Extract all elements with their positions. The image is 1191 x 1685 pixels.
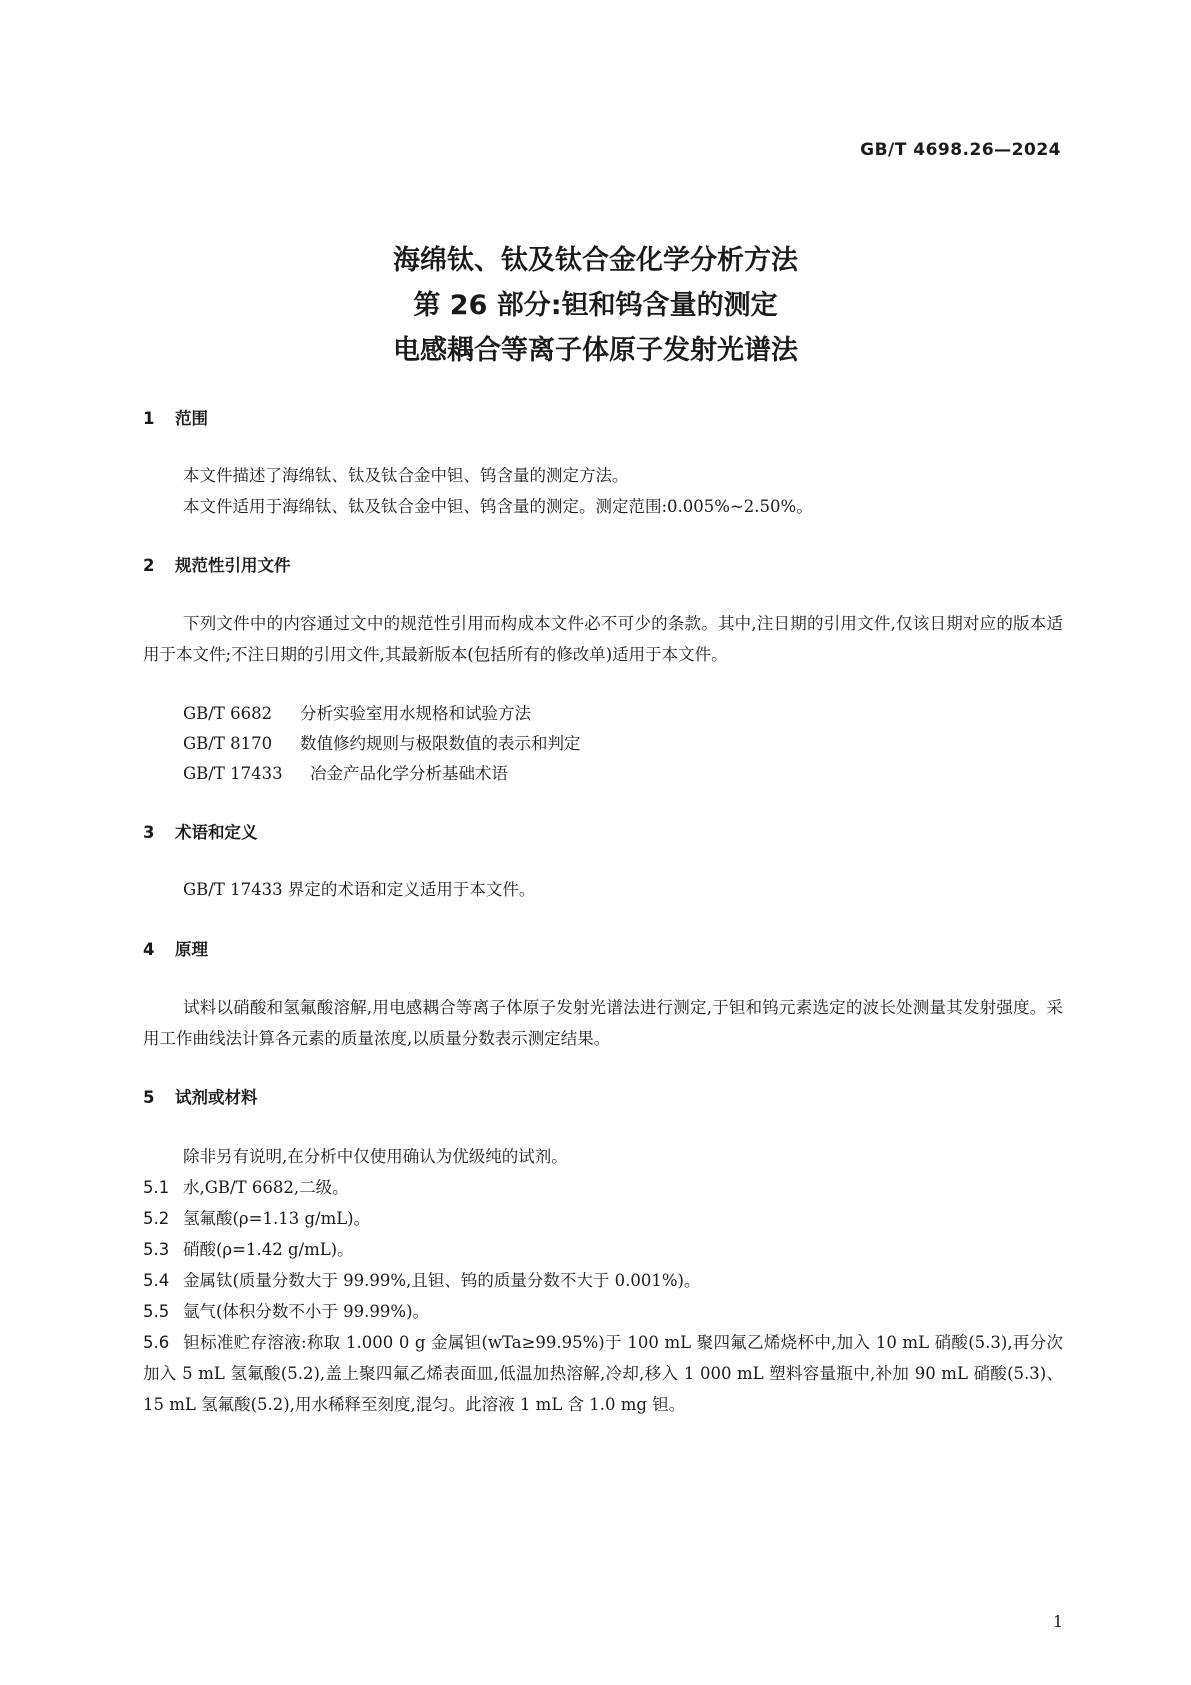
clause-item bbox=[143, 1327, 1063, 1420]
reference-item bbox=[183, 733, 581, 755]
title-line-3: 电感耦合等离子体原子发射光谱法 bbox=[393, 335, 798, 366]
reference-item bbox=[183, 763, 508, 785]
clause-number: 5.2 bbox=[143, 1209, 170, 1228]
standard-code: GB/T 4698.26—2024 bbox=[860, 140, 1061, 160]
clause-text: 氩气(体积分数不小于 99.99%)。 bbox=[183, 1302, 430, 1321]
reference-code: GB/T 6682 bbox=[183, 704, 273, 723]
section-title: 术语和定义 bbox=[175, 823, 258, 842]
section-1-paragraph-2: 本文件适用于海绵钛、钛及钛合金中钽、钨含量的测定。测定范围:0.005%~2.50%。 bbox=[183, 497, 813, 516]
clause-number: 5.5 bbox=[143, 1302, 170, 1321]
section-1-paragraph-1: 本文件描述了海绵钛、钛及钛合金中钽、钨含量的测定方法。 bbox=[183, 466, 629, 485]
page-number: 1 bbox=[1052, 1612, 1063, 1631]
section-number: 1 bbox=[143, 409, 155, 428]
reference-title: 冶金产品化学分析基础术语 bbox=[310, 764, 508, 783]
title-line-2: 第 26 部分:钽和钨含量的测定 bbox=[413, 290, 778, 321]
clause-item bbox=[143, 1203, 1063, 1234]
document-title bbox=[0, 238, 1191, 373]
section-2-paragraph-1: 下列文件中的内容通过文中的规范性引用而构成本文件必不可少的条款。其中,注日期的引用文件,仅该日期对应的版本适用于本文件;不注日期的引用文件,其最新版本(包括所有的修改单)适用于本文件。 bbox=[143, 614, 1063, 664]
clause-item bbox=[143, 1265, 1063, 1296]
section-1-heading bbox=[143, 408, 208, 430]
clause-number: 5.6 bbox=[143, 1333, 170, 1352]
clause-text: 氢氟酸(ρ=1.13 g/mL)。 bbox=[183, 1209, 371, 1228]
reference-code: GB/T 8170 bbox=[183, 734, 273, 753]
clause-item bbox=[143, 1234, 1063, 1265]
clause-text: 金属钛(质量分数大于 99.99%,且钽、钨的质量分数不大于 0.001%)。 bbox=[183, 1271, 701, 1290]
clause-text: 钽标准贮存溶液:称取 1.000 0 g 金属钽(wTa≥99.95%)于 100 mL 聚四氟乙烯烧杯中,加入 10 mL 硝酸(5.3),再分次加入 5 mL 氢氟酸(5.2),盖上聚四氟乙烯表面皿,低温加热溶解,冷却,移入 1 000 mL 塑料容量瓶中,补加 90 mL 硝酸(5.3)、15 mL 氢氟酸(5.2),用水稀释至刻度,混匀。此溶液 1 mL 含 1.0 mg 钽。 bbox=[143, 1333, 1063, 1414]
section-title: 原理 bbox=[175, 940, 208, 959]
section-3-paragraph-1: GB/T 17433 界定的术语和定义适用于本文件。 bbox=[183, 880, 536, 899]
section-number: 3 bbox=[143, 823, 155, 842]
reference-title: 数值修约规则与极限数值的表示和判定 bbox=[300, 734, 581, 753]
section-4-heading bbox=[143, 939, 208, 961]
clause-number: 5.3 bbox=[143, 1240, 170, 1259]
clause-item bbox=[143, 1296, 1063, 1327]
section-number: 4 bbox=[143, 940, 155, 959]
section-2-heading bbox=[143, 555, 291, 577]
section-number: 2 bbox=[143, 556, 155, 575]
section-title: 范围 bbox=[175, 409, 208, 428]
section-number: 5 bbox=[143, 1088, 155, 1107]
reference-title: 分析实验室用水规格和试验方法 bbox=[300, 704, 531, 723]
clause-number: 5.1 bbox=[143, 1178, 170, 1197]
section-4-paragraph-1: 试料以硝酸和氢氟酸溶解,用电感耦合等离子体原子发射光谱法进行测定,于钽和钨元素选定的波长处测量其发射强度。采用工作曲线法计算各元素的质量浓度,以质量分数表示测定结果。 bbox=[143, 998, 1063, 1048]
section-5-heading bbox=[143, 1087, 258, 1109]
section-title: 规范性引用文件 bbox=[175, 556, 291, 575]
section-5-paragraph-1: 除非另有说明,在分析中仅使用确认为优级纯的试剂。 bbox=[183, 1147, 568, 1166]
section-3-heading bbox=[143, 822, 258, 844]
reference-code: GB/T 17433 bbox=[183, 764, 283, 783]
clause-text: 水,GB/T 6682,二级。 bbox=[183, 1178, 349, 1197]
clause-text: 硝酸(ρ=1.42 g/mL)。 bbox=[183, 1240, 354, 1259]
title-line-1: 海绵钛、钛及钛合金化学分析方法 bbox=[393, 245, 798, 276]
clause-number: 5.4 bbox=[143, 1271, 170, 1290]
section-title: 试剂或材料 bbox=[175, 1088, 258, 1107]
reference-item bbox=[183, 703, 531, 725]
clause-item bbox=[143, 1172, 1063, 1203]
